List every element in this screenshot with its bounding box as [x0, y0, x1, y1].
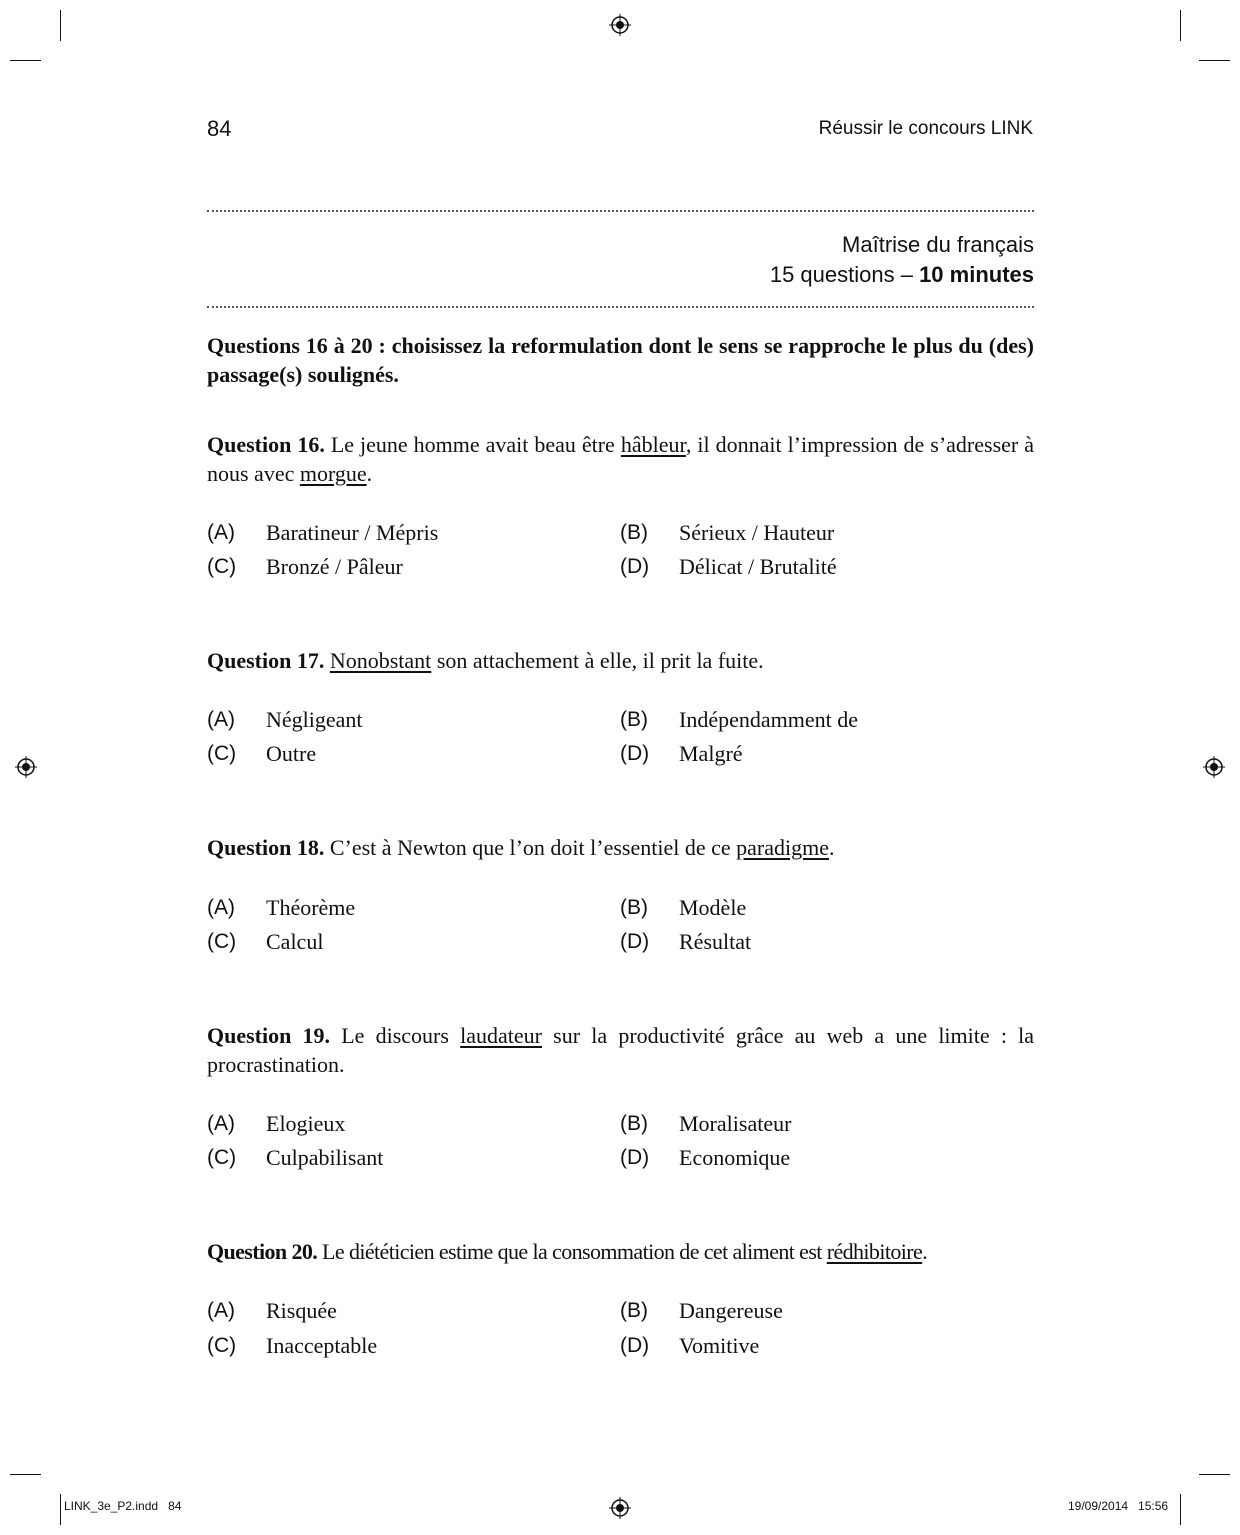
option-text: Vomitive: [679, 1333, 760, 1358]
question-text: [207, 833, 1034, 862]
option-letter: (A): [207, 521, 235, 544]
question-text: [207, 646, 1034, 675]
question-part: .: [366, 461, 373, 486]
option-letter: (D): [620, 1146, 650, 1169]
option-text: Malgré: [679, 741, 743, 766]
option-text: Théorème: [266, 895, 356, 920]
question-label: Question 17.: [207, 648, 325, 673]
option-letter: (C): [207, 1334, 237, 1357]
option-text: Elogieux: [266, 1111, 346, 1136]
page-number: 84: [207, 116, 232, 141]
option-letter: (A): [207, 1112, 235, 1135]
question-label: Question 20.: [207, 1239, 318, 1264]
option-text: Indépendamment de: [679, 707, 858, 732]
option-text: Baratineur / Mépris: [266, 520, 439, 545]
crop-mark: [1199, 60, 1230, 61]
divider: [207, 306, 1034, 308]
question-part: .: [922, 1239, 928, 1264]
slug-date: 19/09/2014 15:56: [1068, 1499, 1169, 1513]
option-letter: (A): [207, 708, 235, 731]
option-letter: (C): [207, 930, 237, 953]
crop-mark: [10, 1474, 41, 1475]
crop-mark: [60, 1494, 61, 1525]
divider: [207, 210, 1034, 212]
option-letter: (D): [620, 742, 650, 765]
question-label: Question 18.: [207, 835, 325, 860]
option-letter: (D): [620, 1334, 650, 1357]
registration-mark-icon: [609, 14, 631, 36]
option-text: Sérieux / Hauteur: [679, 520, 835, 545]
section-meta: [770, 260, 1034, 290]
underlined-term: Nonobstant: [329, 648, 432, 673]
slug-filename: LINK_3e_P2.indd 84: [64, 1499, 182, 1513]
option-text: Délicat / Brutalité: [679, 554, 837, 579]
option-letter: (C): [207, 555, 237, 578]
option-text: Economique: [679, 1145, 791, 1170]
option-letter: (B): [620, 521, 648, 544]
option-letter: (A): [207, 896, 235, 919]
question-text: [207, 1021, 1034, 1079]
question-part: , il donnait l’impression de s’adresser à nous avec: [207, 432, 1034, 486]
option-letter: (B): [620, 896, 648, 919]
question-part: C’est à Newton que l’on doit l’essentiel de ce: [324, 835, 737, 860]
section-heading: [770, 230, 1034, 290]
underlined-term: paradigme: [736, 835, 829, 860]
option-text: Outre: [266, 741, 317, 766]
option-letter: (B): [620, 708, 648, 731]
underlined-term: morgue: [299, 461, 367, 486]
crop-mark: [1180, 10, 1181, 41]
question-count: 15 questions –: [769, 262, 920, 287]
question-label: Question 19.: [207, 1023, 331, 1048]
option-letter: (D): [620, 555, 650, 578]
option-letter: (C): [207, 1146, 237, 1169]
registration-mark-icon: [15, 756, 37, 778]
question-part: Le diététicien estime que la consommation de cet aliment est: [317, 1239, 827, 1264]
question-text: [207, 1237, 1034, 1266]
option-letter: (B): [620, 1112, 648, 1135]
option-text: Négligeant: [266, 707, 363, 732]
question-part: sur la productivité grâce au web a une limite : la procrastination.: [207, 1023, 1035, 1077]
option-text: Inacceptable: [266, 1333, 378, 1358]
option-text: Résultat: [679, 929, 752, 954]
crop-mark: [60, 10, 61, 41]
option-text: Modèle: [679, 895, 747, 920]
question-text: [207, 430, 1034, 488]
option-text: Dangereuse: [679, 1298, 783, 1323]
crop-mark: [10, 60, 41, 61]
question-label: Question 16.: [207, 432, 325, 457]
crop-mark: [1180, 1494, 1181, 1525]
option-text: Calcul: [266, 929, 324, 954]
question-part: son attachement à elle, il prit la fuite.: [431, 648, 764, 673]
running-title: Réussir le concours LINK: [818, 118, 1033, 139]
option-text: Moralisateur: [679, 1111, 792, 1136]
duration: 10 minutes: [919, 262, 1034, 287]
option-letter: (A): [207, 1299, 235, 1322]
option-letter: (D): [620, 930, 650, 953]
underlined-term: hâbleur: [620, 432, 686, 457]
registration-mark-icon: [1203, 756, 1225, 778]
option-text: Risquée: [266, 1298, 337, 1323]
question-part: .: [829, 835, 835, 860]
instructions: Questions 16 à 20 : choisissez la reformulation dont le sens se rapproche le plus du (des) passage(s) soulignés.: [207, 333, 1034, 387]
underlined-term: laudateur: [460, 1023, 542, 1048]
question-part: Le jeune homme avait beau être: [324, 432, 621, 457]
registration-mark-icon: [609, 1497, 631, 1519]
question-part: Le discours: [330, 1023, 461, 1048]
option-text: Culpabilisant: [266, 1145, 384, 1170]
option-letter: (B): [620, 1299, 648, 1322]
section-title: Maîtrise du français: [842, 232, 1034, 257]
underlined-term: rédhibitoire: [826, 1239, 923, 1264]
option-letter: (C): [207, 742, 237, 765]
option-text: Bronzé / Pâleur: [266, 554, 403, 579]
crop-mark: [1199, 1474, 1230, 1475]
